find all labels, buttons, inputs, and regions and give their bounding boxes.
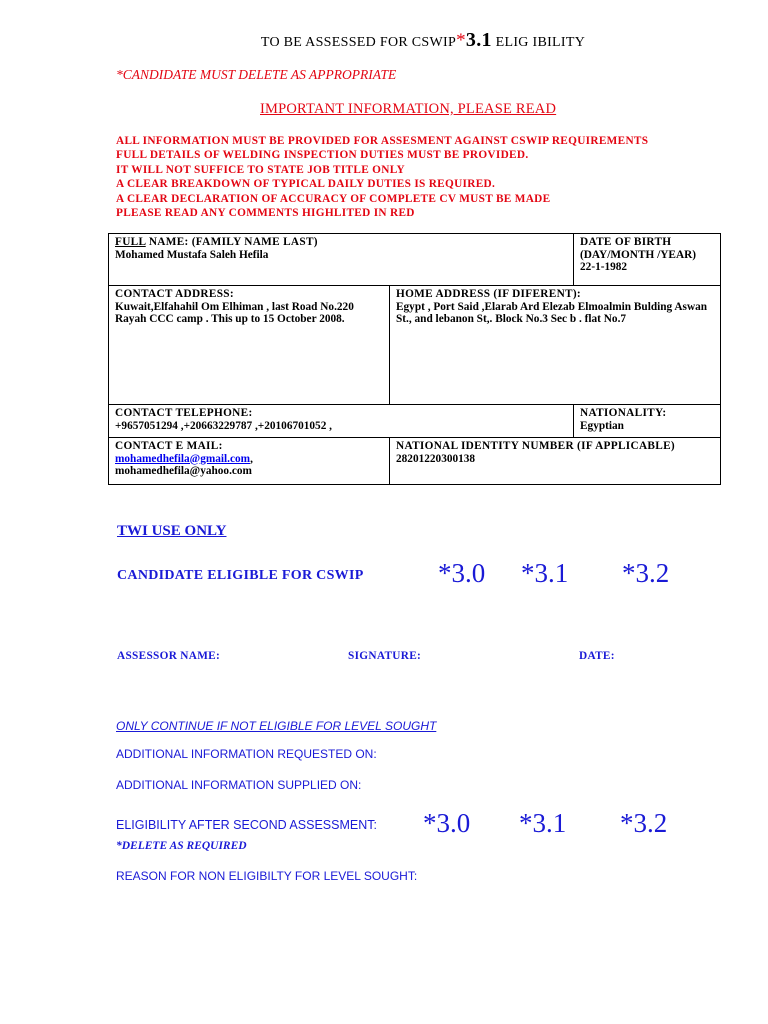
email-yahoo[interactable]: mohamedhefila@yahoo.com	[115, 465, 252, 477]
home-address-label: HOME ADDRESS (IF DIFERENT):	[396, 288, 581, 300]
rule-item: ALL INFORMATION MUST BE PROVIDED FOR ASSESMENT AGAINST CSWIP REQUIREMENTS	[116, 135, 649, 147]
full-name-label-underlined: FULL	[115, 236, 146, 248]
only-continue-note: ONLY CONTINUE IF NOT ELIGIBLE FOR LEVEL SOUGHT	[116, 719, 437, 733]
telephone-cell	[109, 405, 574, 438]
rule-item: FULL DETAILS OF WELDING INSPECTION DUTIES MUST BE PROVIDED.	[116, 149, 529, 162]
candidate-note: *CANDIDATE MUST DELETE AS APPROPRIATE	[116, 67, 397, 82]
candidate-eligible-label: CANDIDATE ELIGIBLE FOR CSWIP	[117, 568, 364, 583]
full-name-cell	[109, 234, 574, 286]
rule-item: A CLEAR DECLARATION OF ACCURACY OF COMPLETE CV MUST BE MADE	[116, 192, 551, 205]
email-label: CONTACT E MAIL:	[115, 440, 223, 452]
rule-item: IT WILL NOT SUFFICE TO STATE JOB TITLE ONLY	[116, 163, 405, 176]
info-requested-label: ADDITIONAL INFORMATION REQUESTED ON:	[116, 747, 377, 761]
title-star: *	[456, 30, 466, 51]
candidate-eligible-row	[117, 568, 364, 584]
contact-address-label: CONTACT ADDRESS:	[115, 288, 234, 300]
rules-list	[116, 134, 648, 220]
national-id-label: NATIONAL IDENTITY NUMBER (IF APPLICABLE)	[396, 440, 675, 452]
date-label: DATE:	[579, 650, 615, 662]
dob-cell	[574, 234, 721, 286]
important-heading: IMPORTANT INFORMATION, PLEASE READ	[260, 101, 557, 117]
dob-label: DATE OF BIRTH	[580, 236, 672, 248]
nationality-value[interactable]: Egyptian	[580, 419, 624, 432]
info-supplied-label: ADDITIONAL INFORMATION SUPPLIED ON:	[116, 778, 362, 792]
dob-value[interactable]: 22-1-1982	[580, 261, 628, 273]
twi-use-only-heading: TWI USE ONLY	[117, 523, 227, 539]
reason-non-eligibility-label: REASON FOR NON ELIGIBILTY FOR LEVEL SOUGHT:	[116, 869, 418, 883]
full-name-label: NAME: (FAMILY NAME LAST)	[145, 236, 318, 248]
second-level-3-2-option[interactable]: *3.2	[620, 808, 668, 838]
second-level-3-1-option[interactable]: *3.1	[519, 808, 567, 838]
rule-item: PLEASE READ ANY COMMENTS HIGHLITED IN RED	[116, 207, 415, 220]
national-id-value[interactable]: 28201220300138	[396, 452, 476, 465]
home-address-value[interactable]: Egypt , Port Said ,Elarab Ard Elezab Elmoalmin Bulding Aswan St., and lebanon St,. Block No.3 Sec b . flat No.7	[396, 300, 708, 325]
telephone-value[interactable]: +9657051294 ,+20663229787 ,+20106701052 ,	[115, 419, 333, 432]
title-prefix: TO BE ASSESSED FOR CSWIP	[260, 35, 457, 50]
nationality-label: NATIONALITY:	[580, 407, 667, 419]
level-3-2-option[interactable]: *3.2	[622, 558, 670, 588]
level-3-0-option[interactable]: *3.0	[438, 558, 486, 588]
level-3-1-option[interactable]: *3.1	[521, 558, 569, 588]
email-link-gmail[interactable]: mohamedhefila@gmail.com	[115, 452, 251, 465]
page-title	[0, 29, 768, 52]
candidate-form-table	[108, 233, 721, 485]
telephone-label: CONTACT TELEPHONE:	[115, 407, 253, 419]
assessor-name-label: ASSESSOR NAME:	[117, 650, 221, 662]
eligibility-after-label: ELIGIBILITY AFTER SECOND ASSESSMENT:	[116, 818, 377, 832]
nationality-cell	[574, 405, 721, 438]
signature-label: SIGNATURE:	[348, 650, 422, 662]
contact-address-cell	[109, 286, 390, 405]
national-id-cell	[390, 438, 721, 485]
full-name-value[interactable]: Mohamed Mustafa Saleh Hefila	[115, 248, 269, 261]
contact-address-value[interactable]: Kuwait,Elfahahil Om Elhiman , last Road No.220 Rayah CCC camp . This up to 15 October 2008.	[115, 300, 354, 325]
delete-as-required-note: *DELETE AS REQUIRED	[116, 840, 247, 852]
home-address-cell	[390, 286, 721, 405]
title-suffix: ELIG IBILITY	[495, 35, 586, 50]
second-level-3-0-option[interactable]: *3.0	[423, 808, 471, 838]
title-level: 3.1	[465, 29, 492, 51]
dob-format-label: (DAY/MONTH /YEAR)	[580, 248, 697, 261]
email-cell	[109, 438, 390, 485]
rule-item: A CLEAR BREAKDOWN OF TYPICAL DAILY DUTIES IS REQUIRED.	[116, 178, 496, 191]
email-separator: ,	[250, 452, 253, 465]
